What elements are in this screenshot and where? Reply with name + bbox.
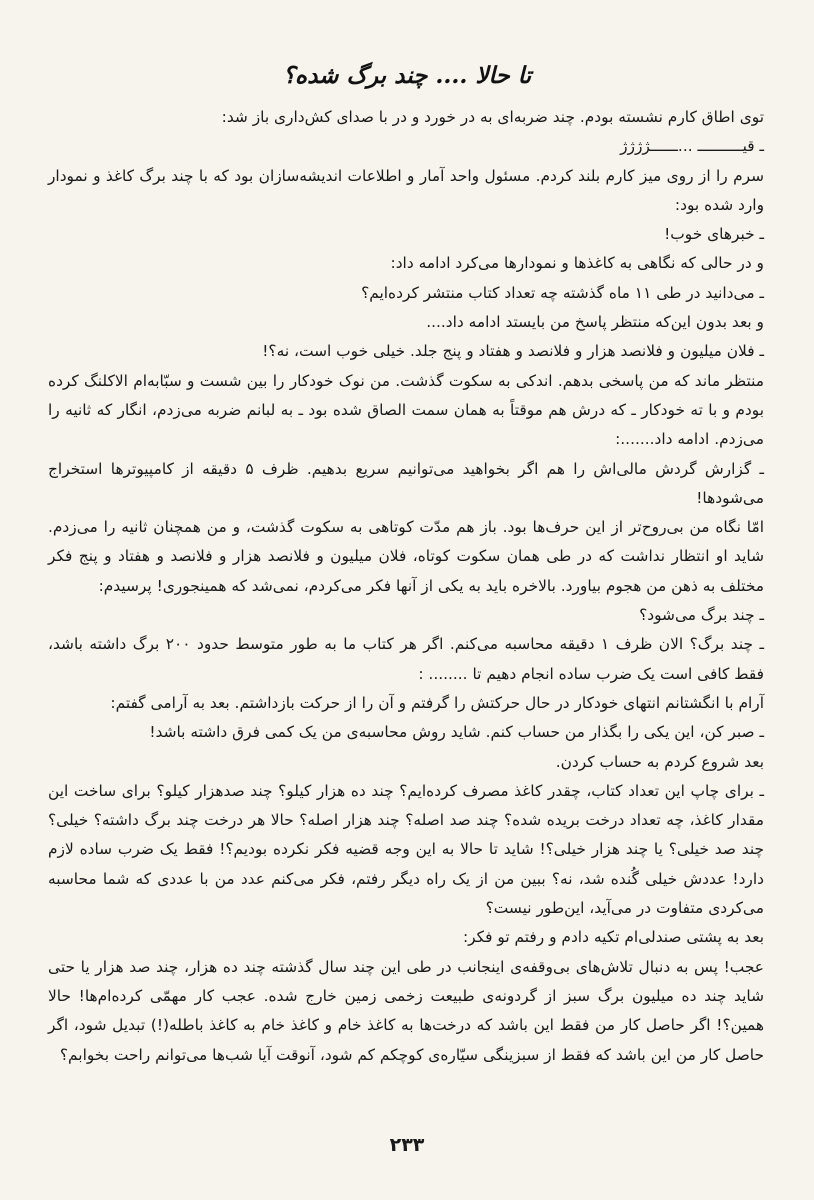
chapter-title: تا حالا .... چند برگ شده؟ — [282, 62, 532, 89]
paragraph: ـ فلان میلیون و فلانصد هزار و فلانصد و هفتاد و پنج جلد. خیلی خوب است، نه؟! — [262, 342, 764, 361]
paragraph: ـ چند برگ می‌شود؟ — [639, 606, 764, 625]
paragraph: توی اطاق کارم نشسته بودم. چند ضربه‌ای به در خورد و در با صدای کش‌داری باز شد: — [221, 108, 764, 126]
paragraph: و در حالی که نگاهی به کاغذها و نمودارها می‌کرد ادامه داد: — [390, 254, 764, 273]
paragraph: منتظر ماند که من پاسخی بدهم. اندکی به سکوت گذشت. من نوک خودکار را بین شست و سبّابه‌ام الاکلنگ کرده بودم و با ته خودکار ـ که درش هم موقتاً به همان سمت الصاق شده بود ـ به لبانم ضربه می‌زدم، انگار که ثانیه را می‌زدم. ادامه داد.......: — [48, 371, 764, 449]
paragraph: بعد شروع کردم به حساب کردن. — [555, 752, 764, 771]
paragraph: ـ خبرهای خوب! — [664, 225, 764, 244]
paragraph: عجب! پس به دنبال تلاش‌های بی‌وقفه‌ی اینجانب در طی این چند سال گذشته چند ده هزار، چند صد هزار یا حتی شاید چند ده میلیون برگ سبز از گردونه‌ی طبیعت زخمی زمین خارج شده. عجب کار مهمّی کرده‌ام‌ها! حالا همین؟! اگر حاصل کار من فقط این باشد که درخت‌ها به کاغذ خام و کاغذ خام به کاغذ باطله(!) تبدیل شود، اگر حاصل کار من این باشد که فقط از سبزینگی سیّاره‌ی کوچکم کم شود، آنوقت آیا شب‌ها می‌توانم راحت بخوابم؟ — [48, 957, 764, 1064]
paragraph: ـ صبر کن، این یکی را بگذار من حساب کنم. شاید روش محاسبه‌ی من یک کمی فرق داشته باشد! — [149, 723, 764, 742]
paragraph: بعد به پشتی صندلی‌ام تکیه دادم و رفتم تو فکر: — [462, 928, 764, 947]
paragraph: و بعد بدون این‌که منتظر پاسخ من بایستد ادامه داد.... — [426, 313, 764, 332]
page-number: ۲۳۳ — [389, 1134, 425, 1156]
paragraph: ـ قیــــــــــ ...ــــــژژژژ — [620, 137, 764, 156]
paragraph: آرام با انگشتانم انتهای خودکار در حال حرکتش را گرفتم و آن را از حرکت بازداشتم. بعد به آرامی گفتم: — [110, 693, 764, 712]
paragraph: سرم را از روی میز کارم بلند کردم. مسئول واحد آمار و اطلاعات اندیشه‌سازان بود که با چند برگ کاغذ و نمودار وارد شده بود: — [48, 166, 764, 214]
paragraph: ـ گزارش گردش مالی‌اش را هم اگر بخواهید می‌توانیم سریع بدهیم. ظرف ۵ دقیقه از کامپیوترها استخراج می‌شودها! — [48, 459, 764, 507]
paragraph: ـ می‌دانید در طی ۱۱ ماه گذشته چه تعداد کتاب منتشر کرده‌ایم؟ — [361, 283, 764, 302]
body-text — [48, 103, 764, 1070]
paragraph: امّا نگاه من بی‌روح‌تر از این حرف‌ها بود. باز هم مدّت کوتاهی به سکوت گذشت، و من همچنان ثانیه را می‌زدم. شاید او انتظار نداشت که در طی همان سکوت کوتاه، فلان میلیون و فلانصد هزار و فلانصد و هفتاد و پنج فکر مختلف به ذهن من هجوم بیاورد. بالاخره باید به یکی از آنها فکر می‌کردم، نمی‌شد که همینجوری! پرسیدم: — [48, 518, 764, 595]
paragraph: ـ چند برگ؟ الان ظرف ۱ دقیقه محاسبه می‌کنم. اگر هر کتاب ما به طور متوسط حدود ۲۰۰ برگ داشته باشد، فقط کافی است یک ضرب ساده انجام دهیم تا ........ : — [48, 635, 764, 683]
paragraph: ـ برای چاپ این تعداد کتاب، چقدر کاغذ مصرف کرده‌ایم؟ چند ده هزار کیلو؟ چند صدهزار کیلو؟ برای ساخت این مقدار کاغذ، چه تعداد درخت بریده شده؟ چند صد اصله؟ چند هزار اصله؟ حالا هر درخت چند برگ داشته؟ خیلی؟ چند صد خیلی؟ یا چند هزار خیلی؟! شاید تا حالا به این وجه قضیه فکر نکرده بودیم؟! فقط یک ضرب ساده لازم دارد! عددش خیلی گُنده شد، نه؟ ببین من از یک راه دیگر رفتم، فکر می‌کنم عدد من با عددی که شما محاسبه می‌کردی متفاوت در می‌آید، این‌طور نیست؟ — [48, 781, 764, 918]
